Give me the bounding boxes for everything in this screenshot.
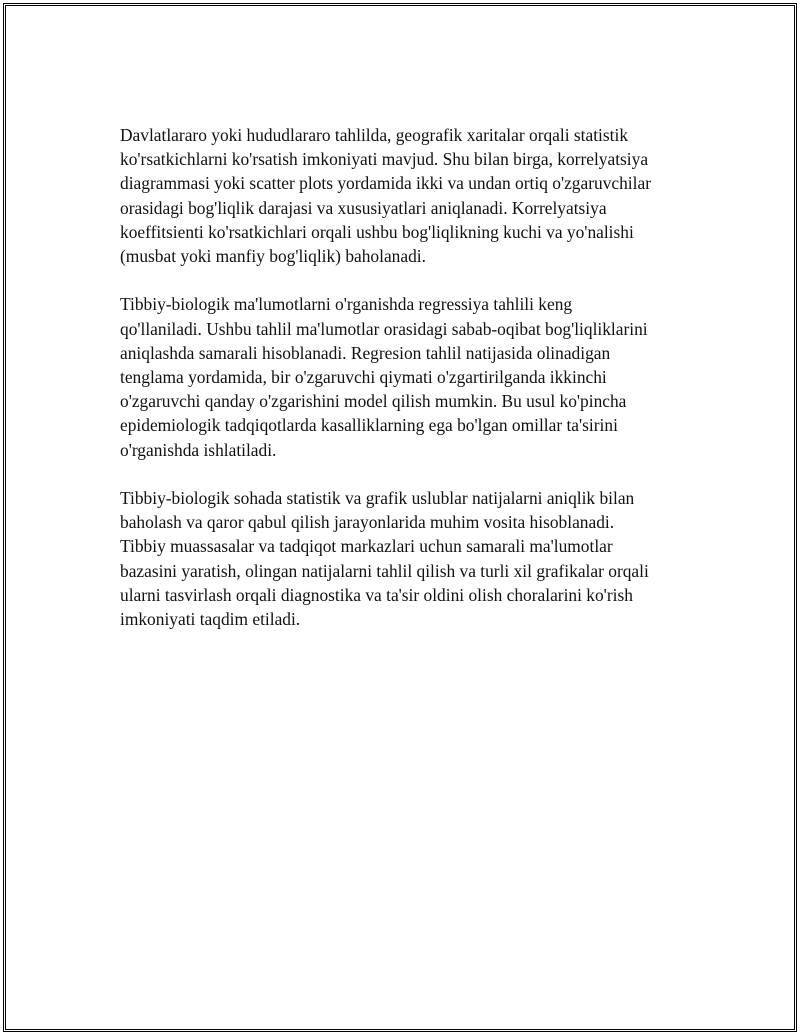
paragraph-1 (120, 123, 685, 268)
paragraph-2 (120, 292, 685, 461)
document-page (3, 3, 797, 1032)
paragraph-line: tenglama yordamida, bir o'zgaruvchi qiymati o'zgartirilganda ikkinchi (120, 367, 607, 388)
paragraph-line: bazasini yaratish, olingan natijalarni tahlil qilish va turli xil grafikalar orqali (120, 560, 649, 581)
paragraph-line: ko'rsatkichlarni ko'rsatish imkoniyati mavjud. Shu bilan birga, korrelyatsiya (120, 149, 649, 170)
document-body (120, 123, 685, 655)
paragraph-line: o'rganishda ishlatiladi. (120, 439, 277, 460)
paragraph-line: o'zgaruvchi qanday o'zgarishini model qilish mumkin. Bu usul ko'pincha (120, 391, 627, 412)
paragraph-line: imkoniyati taqdim etiladi. (120, 609, 301, 630)
paragraph-3 (120, 486, 685, 631)
paragraph-line: orasidagi bog'liqlik darajasi va xususiyatlari aniqlanadi. Korrelyatsiya (120, 197, 607, 218)
paragraph-line: qo'llaniladi. Ushbu tahlil ma'lumotlar orasidagi sabab-oqibat bog'liqliklarini (120, 318, 648, 339)
paragraph-line: Tibbiy-biologik sohada statistik va grafik uslublar natijalarni aniqlik bilan (120, 488, 635, 509)
paragraph-line: ularni tasvirlash orqali diagnostika va ta'sir oldini olish choralarini ko'rish (120, 584, 633, 605)
paragraph-line: (musbat yoki manfiy bog'liqlik) baholanadi. (120, 246, 426, 267)
paragraph-line: Tibbiy muassasalar va tadqiqot markazlari uchun samarali ma'lumotlar (120, 536, 613, 557)
paragraph-line: diagrammasi yoki scatter plots yordamida ikki va undan ortiq o'zgaruvchilar (120, 173, 651, 194)
paragraph-line: aniqlashda samarali hisoblanadi. Regresion tahlil natijasida olinadigan (120, 342, 611, 363)
paragraph-line: baholash va qaror qabul qilish jarayonlarida muhim vosita hisoblanadi. (120, 512, 615, 533)
paragraph-line: Tibbiy-biologik ma'lumotlarni o'rganishda regressiya tahlili keng (120, 294, 573, 315)
paragraph-line: koeffitsienti ko'rsatkichlari orqali ushbu bog'liqlikning kuchi va yo'nalishi (120, 221, 634, 242)
paragraph-line: epidemiologik tadqiqotlarda kasalliklarning ega bo'lgan omillar ta'sirini (120, 415, 618, 436)
paragraph-line: Davlatlararo yoki hududlararo tahlilda, geografik xaritalar orqali statistik (120, 125, 629, 145)
